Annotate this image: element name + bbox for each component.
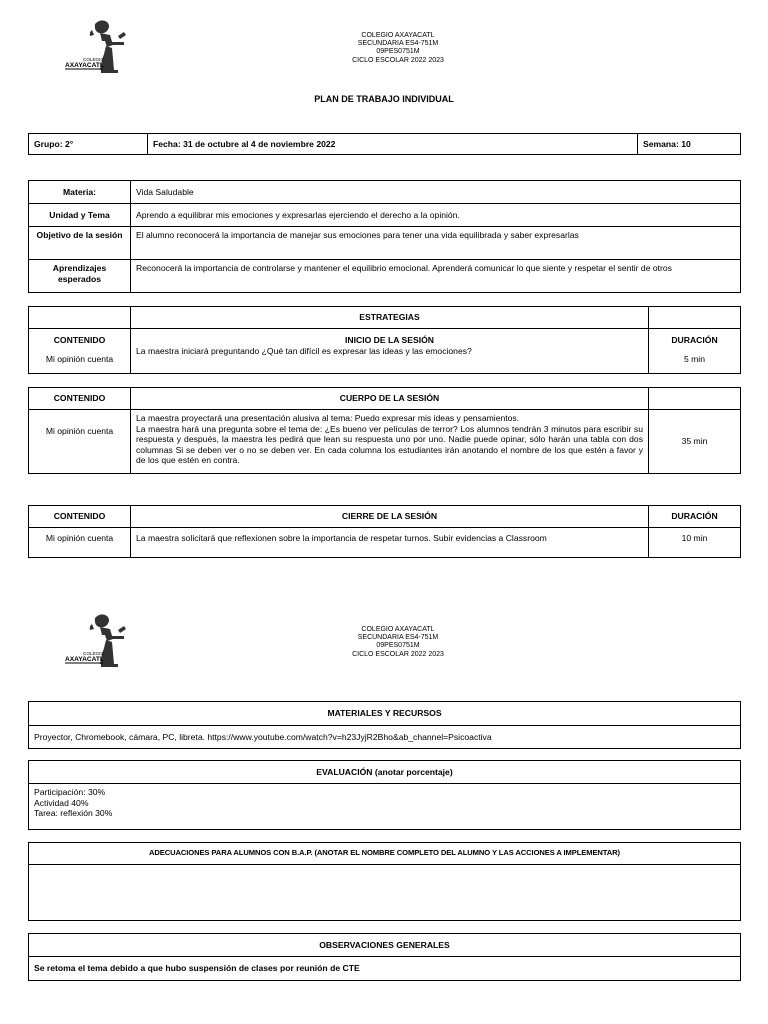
eval-participacion: Participación: 30% [34,787,106,797]
inicio-duration: 5 min [683,353,705,364]
inicio-table [28,306,741,374]
cuerpo-cell [131,410,649,474]
school-code: SECUNDARIA ES4-751M [357,40,439,48]
observaciones-table [28,933,741,981]
materials-text: Proyector, Chromebook, cámara, PC, libreta. https://www.youtube.com/watch?v=h23JyjR2Bho&ab_channel=Psicoactiva [29,726,741,749]
logo-small-text: COLEGIO [83,57,104,62]
school-cycle-2: CICLO ESCOLAR 2022 2023 [352,650,444,658]
adecuaciones-table [28,842,741,921]
duracion-label: DURACIÓN [671,335,718,345]
materia-value: Vida Saludable [131,181,741,204]
materials-header: MATERIALES Y RECURSOS [29,702,741,726]
school-logo [62,18,142,78]
evaluation-cell [29,784,741,830]
school-info [300,32,496,65]
logo-small-text-2: COLEGIO [83,651,104,656]
inicio-cell [131,329,649,374]
aprendizajes-value: Reconocerá la importancia de controlarse y mantener el equilibrio emocional. Aprenderá comunicar lo que siente y respetar el sentir de otros [131,260,741,293]
document-title: PLAN DE TRABAJO INDIVIDUAL [314,94,454,104]
cierre-duracion-label: DURACIÓN [649,506,741,528]
aprendizajes-label: Aprendizajes esperados [29,260,131,293]
estrategias-header: ESTRATEGIAS [131,307,649,329]
school-key-2: 09PES0751M [376,642,420,650]
cuerpo-contenido-label: CONTENIDO [29,388,131,410]
eval-actividad: Actividad 40% [34,797,89,808]
eval-tarea: Tarea: reflexión 30% [34,808,113,819]
cierre-title: CIERRE DE LA SESIÓN [131,506,649,528]
observaciones-text: Se retoma el tema debido a que hubo suspensión de clases por reunión de CTE [29,957,741,981]
info-table [28,133,741,155]
semana-cell: Semana: 10 [638,134,741,155]
school-logo-2 [62,612,142,672]
school-code-2: SECUNDARIA ES4-751M [357,634,439,642]
inicio-text: La maestra iniciará preguntando ¿Qué tan difícil es expresar las ideas y las emociones? [136,345,472,356]
cuerpo-table [28,387,741,474]
cuerpo-text-2: La maestra hará una pregunta sobre el tema de: ¿Es bueno ver películas de terror? Los alumnos tendrán 3 minutos para escribir su respuesta y después, la maestra les pedirá que lean su respuesta uno por uno. Nadie puede opinar, sólo harán una tabla con dos columnas Si se deben ver o no se deben ver. En cada columna los estudiantes irán anotando el nombre de los que estén a favor y de los que estén en contra. [136,423,643,466]
evaluation-table [28,760,741,830]
adecuaciones-text [29,865,741,921]
evaluation-header: EVALUACIÓN (anotar porcentaje) [29,761,741,784]
inicio-duracion-cell [649,329,741,374]
grupo-cell: Grupo: 2° [29,134,148,155]
unidad-label: Unidad y Tema [29,204,131,227]
cuerpo-duration: 35 min [649,410,741,474]
cuerpo-title: CUERPO DE LA SESIÓN [131,388,649,410]
cierre-duration: 10 min [649,528,741,558]
objetivo-value: El alumno reconocerá la importancia de manejar sus emociones para tener una vida equilibrada y saber expresarlas [131,227,741,260]
cierre-contenido: Mi opinión cuenta [29,528,131,558]
fecha-cell: Fecha: 31 de octubre al 4 de noviembre 2022 [148,134,638,155]
logo-text: AXAYACATL [65,62,104,69]
materia-label: Materia: [29,181,131,204]
school-key: 09PES0751M [376,48,420,56]
cierre-text: La maestra solicitará que reflexionen sobre la importancia de respetar turnos. Subir evidencias a Classroom [131,528,649,558]
cuerpo-text-1: La maestra proyectará una presentación alusiva al tema: Puedo expresar mis ideas y pensamientos. [136,413,520,423]
school-name: COLEGIO AXAYACATL [361,32,435,39]
cierre-contenido-label: CONTENIDO [29,506,131,528]
cierre-table [28,505,741,558]
contenido-label: CONTENIDO [53,335,106,345]
materials-table [28,701,741,749]
school-info-2 [300,626,496,659]
school-name-2: COLEGIO AXAYACATL [361,626,435,633]
objetivo-label: Objetivo de la sesión [29,227,131,260]
school-cycle: CICLO ESCOLAR 2022 2023 [352,56,444,64]
inicio-contenido: Mi opinión cuenta [45,353,114,364]
unidad-value: Aprendo a equilibrar mis emociones y expresarlas ejerciendo el derecho a la opinión. [131,204,741,227]
cuerpo-contenido: Mi opinión cuenta [29,410,131,474]
adecuaciones-header: ADECUACIONES PARA ALUMNOS CON B.A.P. (ANOTAR EL NOMBRE COMPLETO DEL ALUMNO Y LAS ACCIONES A IMPLEMENTAR) [29,843,741,865]
inicio-contenido-cell [29,329,131,374]
details-table [28,180,741,293]
observaciones-header: OBSERVACIONES GENERALES [29,934,741,957]
inicio-title: INICIO DE LA SESIÓN [345,335,434,345]
logo-text-2: AXAYACATL [65,656,104,663]
